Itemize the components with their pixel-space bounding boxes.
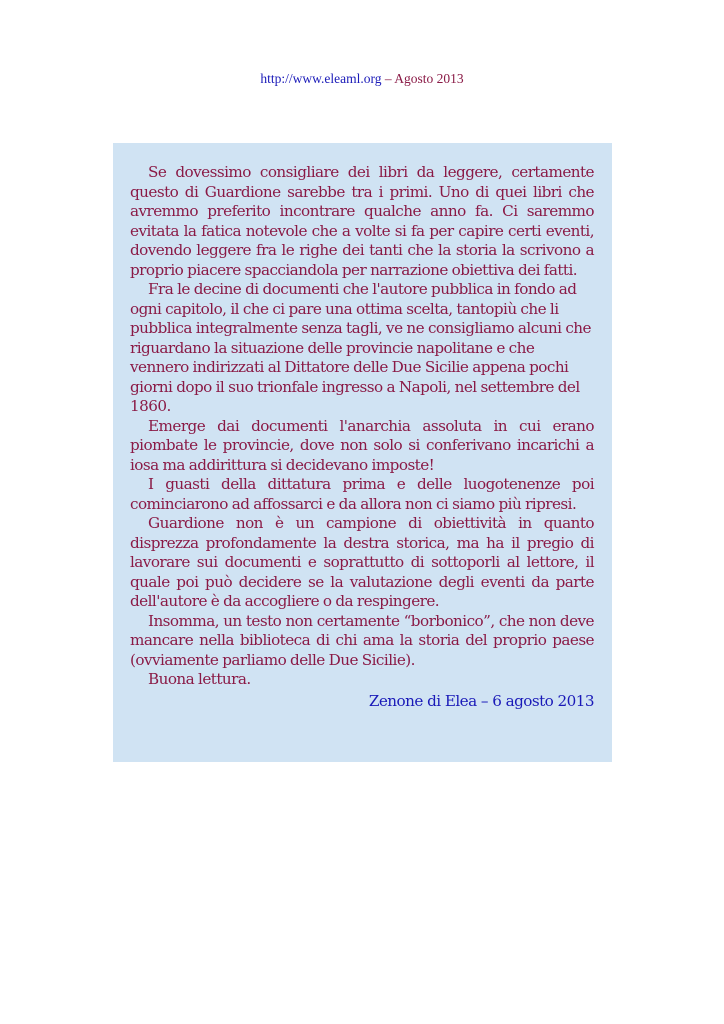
paragraph-damage: I guasti della dittatura prima e delle luogotenenze poi cominciarono ad affossarci e da allora non ci siamo più ripresi. (130, 475, 594, 513)
paragraph-closing: Buona lettura. (148, 670, 251, 688)
paragraph-intro: Se dovessimo consigliare dei libri da leggere, certamente questo di Guardione sarebbe tra i primi. Uno di quei libri che avremmo preferito incontrare qualche anno fa. Ci saremmo evitata la fatica notevole che a volte si fa per capire certi eventi, dovendo leggere fra le righe dei tanti che la storia la scrivono a proprio piacere spacciandola per narrazione obiettiva dei fatti. (130, 163, 594, 279)
paragraph-objectivity: Guardione non è un campione di obiettività in quanto disprezza profondamente la destra storica, ma ha il pregio di lavorare sui documenti e soprattutto di sottoporli al lettore, il quale poi può decidere se la valutazione degli eventi da parte dell'autore è da accogliere o da respingere. (130, 514, 594, 610)
signature: Zenone di Elea – 6 agosto 2013 (368, 691, 594, 710)
page-header (0, 71, 724, 87)
website-link[interactable]: http://www.eleaml.org (260, 71, 382, 86)
header-separator: – (381, 71, 395, 86)
paragraph-conclusion: Insomma, un testo non certamente “borbonico”, che non deve mancare nella biblioteca di chi ama la storia del proprio paese (ovviamente parliamo delle Due Sicilie). (130, 611, 594, 669)
paragraph-anarchy: Emerge dai documenti l'anarchia assoluta in cui erano piombate le provincie, dove non solo si conferivano incarichi a iosa ma addirittura si decidevano imposte! (130, 416, 594, 474)
paragraph-documents: Fra le decine di documenti che l'autore pubblica in fondo ad ogni capitolo, il che ci pare una ottima scelta, tantopiù che li pubblica integralmente senza tagli, ve ne consigliamo alcuni che riguardano la situazione delle provincie napolitane e che vennero indirizzati al Dittatore delle Due Sicilie appena pochi giorni dopo il suo trionfale ingresso a Napoli, nel settembre del 1860. (130, 280, 591, 415)
text-box (113, 143, 612, 762)
header-date: Agosto 2013 (394, 71, 464, 86)
